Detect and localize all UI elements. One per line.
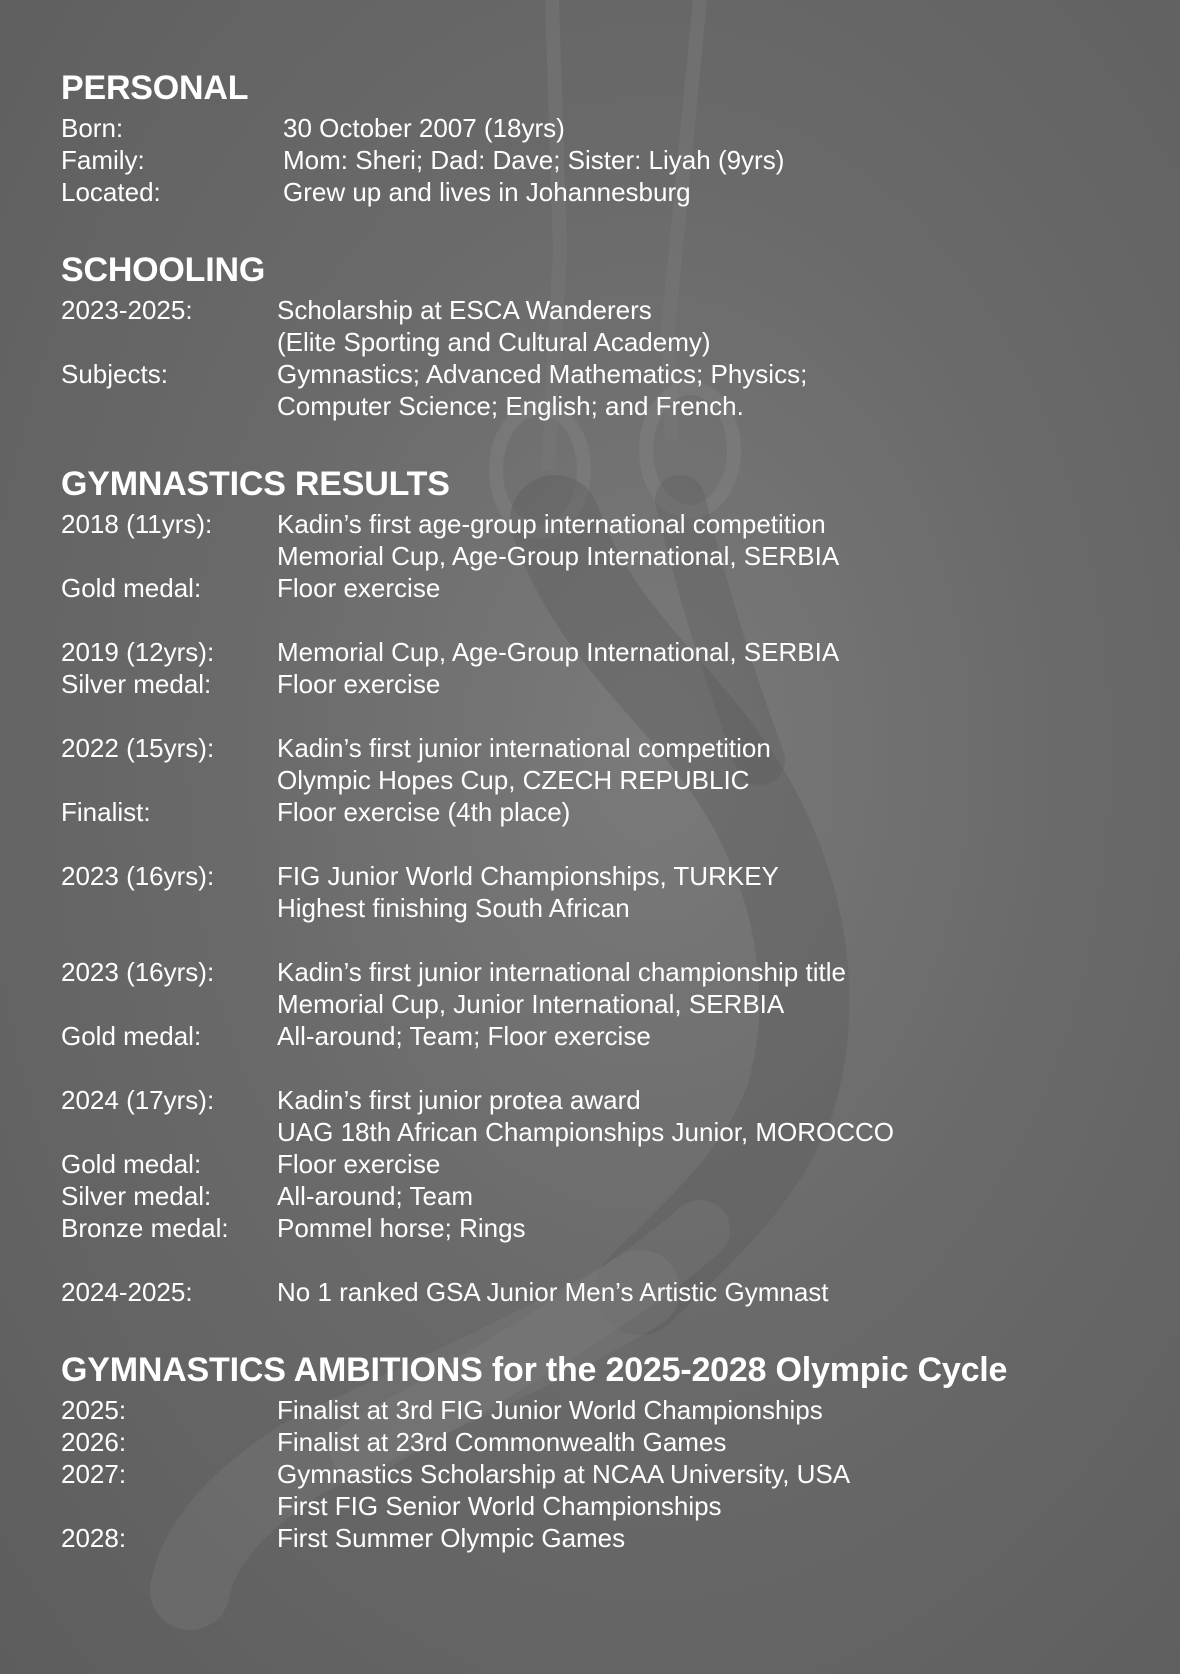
info-row <box>61 326 1161 358</box>
section-title: PERSONAL <box>61 69 249 107</box>
row-value: UAG 18th African Championships Junior, MOROCCO <box>277 1117 895 1147</box>
result-entry <box>61 1084 1161 1244</box>
row-value: Kadin’s first junior international championship title <box>277 957 846 987</box>
row-value: Highest finishing South African <box>277 893 630 923</box>
row-value: Floor exercise <box>277 669 441 699</box>
row-label: 2024 (17yrs): <box>61 1085 215 1115</box>
info-row <box>61 1180 1161 1212</box>
row-label <box>61 390 277 422</box>
info-row <box>61 508 1161 540</box>
row-label: Silver medal: <box>61 669 212 699</box>
row-value: Finalist at 3rd FIG Junior World Championships <box>277 1395 823 1425</box>
result-entry <box>61 956 1161 1052</box>
info-row <box>61 1426 1161 1458</box>
info-row <box>61 540 1161 572</box>
info-row <box>61 732 1161 764</box>
info-row <box>61 1490 1161 1522</box>
row-label: Born: <box>61 113 124 143</box>
info-row <box>61 988 1161 1020</box>
result-entry <box>61 860 1161 924</box>
row-label: 2027: <box>61 1459 127 1489</box>
info-row <box>61 764 1161 796</box>
row-value: (Elite Sporting and Cultural Academy) <box>277 327 711 357</box>
row-label: Gold medal: <box>61 573 202 603</box>
row-label: Gold medal: <box>61 1021 202 1051</box>
row-value: All-around; Team <box>277 1181 474 1211</box>
row-label <box>61 1116 277 1148</box>
row-label: Finalist: <box>61 797 151 827</box>
info-row <box>61 796 1161 828</box>
info-row <box>61 1212 1161 1244</box>
row-value: Scholarship at ESCA Wanderers <box>277 295 652 325</box>
row-value: 30 October 2007 (18yrs) <box>283 113 565 143</box>
row-label: 2023 (16yrs): <box>61 861 215 891</box>
row-label: 2028: <box>61 1523 127 1553</box>
info-row <box>61 1458 1161 1490</box>
info-row <box>61 144 1161 176</box>
row-label: Bronze medal: <box>61 1213 229 1243</box>
row-label <box>61 892 277 924</box>
info-row <box>61 636 1161 668</box>
info-row <box>61 358 1161 390</box>
row-label <box>61 1490 277 1522</box>
row-value: Kadin’s first junior protea award <box>277 1085 641 1115</box>
row-value: First Summer Olympic Games <box>277 1523 626 1553</box>
result-entry <box>61 732 1161 828</box>
row-label: Gold medal: <box>61 1149 202 1179</box>
row-label: 2019 (12yrs): <box>61 637 215 667</box>
row-label: 2018 (11yrs): <box>61 509 213 539</box>
row-value: Floor exercise (4th place) <box>277 797 571 827</box>
info-row <box>61 112 1161 144</box>
info-row <box>61 176 1161 208</box>
info-row <box>61 668 1161 700</box>
row-label <box>61 540 277 572</box>
row-label: Silver medal: <box>61 1181 212 1211</box>
row-value: Floor exercise <box>277 573 441 603</box>
row-label: 2023 (16yrs): <box>61 957 215 987</box>
info-row <box>61 294 1161 326</box>
row-value: Kadin’s first age-group international competition <box>277 509 826 539</box>
section-ambitions <box>61 1346 1161 1554</box>
info-row <box>61 1084 1161 1116</box>
row-value: FIG Junior World Championships, TURKEY <box>277 861 779 891</box>
row-label <box>61 326 277 358</box>
row-label: 2024-2025: <box>61 1277 193 1307</box>
info-row <box>61 1394 1161 1426</box>
result-entry <box>61 1276 1161 1308</box>
info-row <box>61 1276 1161 1308</box>
row-label: 2026: <box>61 1427 127 1457</box>
row-value: Mom: Sheri; Dad: Dave; Sister: Liyah (9yrs) <box>283 145 785 175</box>
info-row <box>61 1116 1161 1148</box>
row-label: Located: <box>61 177 161 207</box>
info-row <box>61 956 1161 988</box>
section-results <box>61 460 1161 1308</box>
row-value: Pommel horse; Rings <box>277 1213 526 1243</box>
row-label <box>61 988 277 1020</box>
row-value: All-around; Team; Floor exercise <box>277 1021 651 1051</box>
row-value: Finalist at 23rd Commonwealth Games <box>277 1427 727 1457</box>
row-value: Gymnastics; Advanced Mathematics; Physics; <box>277 359 808 389</box>
section-personal <box>61 64 1161 208</box>
row-value: Grew up and lives in Johannesburg <box>283 177 691 207</box>
row-value: Olympic Hopes Cup, CZECH REPUBLIC <box>277 765 750 795</box>
row-value: No 1 ranked GSA Junior Men’s Artistic Gymnast <box>277 1277 829 1307</box>
result-entry <box>61 636 1161 700</box>
result-entry <box>61 508 1161 604</box>
row-value: Computer Science; English; and French. <box>277 391 744 421</box>
info-row <box>61 860 1161 892</box>
section-title: SCHOOLING <box>61 251 266 289</box>
row-value: Memorial Cup, Junior International, SERBIA <box>277 989 785 1019</box>
section-title: GYMNASTICS RESULTS <box>61 465 450 503</box>
row-label <box>61 764 277 796</box>
row-value: First FIG Senior World Championships <box>277 1491 722 1521</box>
info-row <box>61 390 1161 422</box>
info-row <box>61 572 1161 604</box>
row-value: Memorial Cup, Age-Group International, SERBIA <box>277 541 840 571</box>
section-title: GYMNASTICS AMBITIONS for the 2025-2028 Olympic Cycle <box>61 1351 1008 1389</box>
row-value: Memorial Cup, Age-Group International, SERBIA <box>277 637 840 667</box>
row-label: Subjects: <box>61 359 168 389</box>
row-value: Floor exercise <box>277 1149 441 1179</box>
row-label: Family: <box>61 145 145 175</box>
info-row <box>61 1020 1161 1052</box>
row-value: Gymnastics Scholarship at NCAA University, USA <box>277 1459 851 1489</box>
row-value: Kadin’s first junior international competition <box>277 733 771 763</box>
info-row <box>61 892 1161 924</box>
info-row <box>61 1522 1161 1554</box>
row-label: 2022 (15yrs): <box>61 733 215 763</box>
row-label: 2025: <box>61 1395 127 1425</box>
content <box>61 64 1161 1554</box>
section-schooling <box>61 246 1161 422</box>
row-label: 2023-2025: <box>61 295 193 325</box>
info-row <box>61 1148 1161 1180</box>
